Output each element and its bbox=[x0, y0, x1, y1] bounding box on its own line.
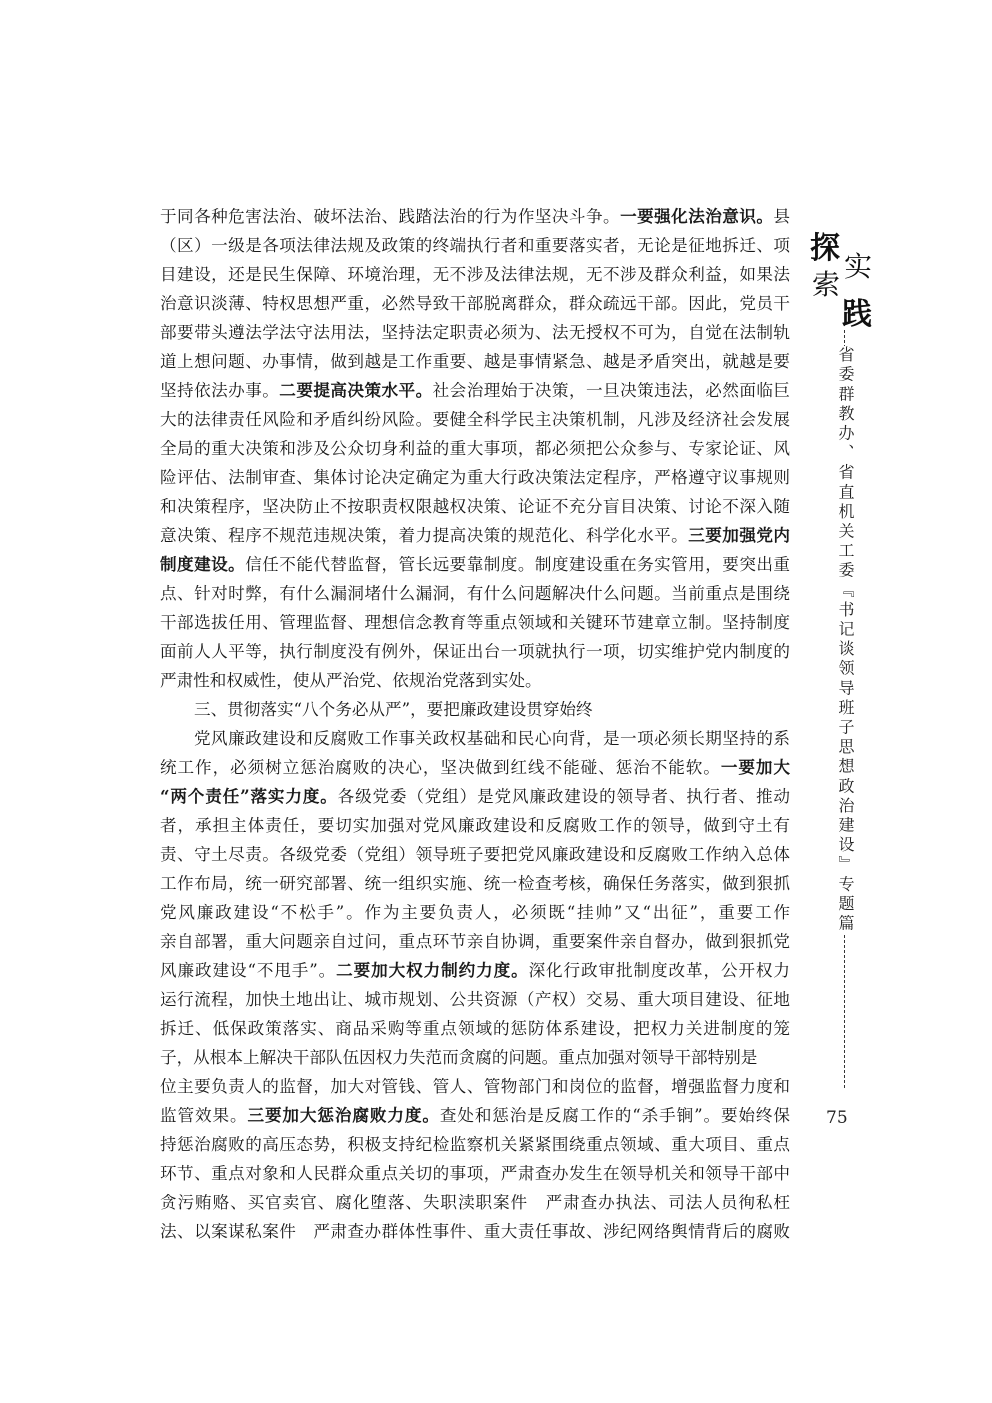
text-line: 全局的重大决策和涉及公众切身利益的重大事项，都必须把公众参与、专家论证、风 bbox=[160, 439, 790, 458]
page-number: 75 bbox=[826, 1108, 848, 1128]
text-line: 大的法律责任风险和矛盾纠纷风险。要健全科学民主决策机制，凡涉及经济社会发展 bbox=[160, 410, 790, 429]
svg-text:践: 践 bbox=[842, 297, 872, 332]
text-line: 部要带头遵法学法守法用法，坚持法定职责必须为、法无授权不可为，自觉在法制轨 bbox=[160, 323, 790, 342]
text-line: （区）一级是各项法律法规及政策的终端执行者和重要落实者，无论是征地拆迁、项 bbox=[160, 236, 790, 255]
text-line: 意决策、程序不规范违规决策，着力提高决策的规范化、科学化水平。三要加强党内 bbox=[160, 525, 790, 545]
text-line: 面前人人平等，执行制度没有例外，保证出台一项就执行一项，切实维护党内制度的 bbox=[160, 642, 790, 661]
text-line: 监管效果。三要加大惩治腐败力度。查处和惩治是反腐工作的“杀手锏”。要始终保 bbox=[160, 1105, 790, 1125]
svg-text:索: 索 bbox=[812, 268, 841, 301]
sidebar-title: 省委群教办、省直机关工委『书记谈领导班子思想政治建设』专题篇 bbox=[833, 346, 857, 934]
text-line: 位主要负责人的监督，加大对管钱、管人、管物部门和岗位的监督，增强监督力度和 bbox=[160, 1077, 790, 1096]
section-logo bbox=[808, 228, 880, 340]
text-line: 风廉政建设“不甩手”。二要加大权力制约力度。深化行政审批制度改革，公开权力 bbox=[160, 960, 790, 980]
svg-text:实: 实 bbox=[844, 250, 873, 283]
text-line: 和决策程序，坚决防止不按职责权限越权决策、论证不充分盲目决策、讨论不深入随 bbox=[160, 497, 790, 516]
text-line: 党风廉政建设和反腐败工作事关政权基础和民心向背，是一项必须长期坚持的系 bbox=[194, 729, 790, 748]
text-line: 制度建设。信任不能代替监督，管长远要靠制度。制度建设重在务实管用，要突出重 bbox=[160, 554, 790, 574]
text-line: 干部选拔任用、管理监督、理想信念教育等重点领域和关键环节建章立制。坚持制度 bbox=[160, 613, 790, 632]
text-line: 工作布局，统一研究部署、统一组织实施、统一检查考核，确保任务落实，做到狠抓 bbox=[160, 874, 790, 893]
text-line: 者，承担主体责任，要切实加强对党风廉政建设和反腐败工作的领导，做到守土有 bbox=[160, 816, 790, 835]
text-line: 责、守土尽责。各级党委（党组）领导班子要把党风廉政建设和反腐败工作纳入总体 bbox=[160, 845, 790, 864]
text-line: 亲自部署，重大问题亲自过问，重点环节亲自协调，重要案件亲自督办，做到狠抓党 bbox=[160, 932, 790, 951]
section-heading: 三、贯彻落实“八个务必从严”，要把廉政建设贯穿始终 bbox=[194, 700, 593, 719]
text-line: 拆迁、低保政策落实、商品采购等重点领域的惩防体系建设，把权力关进制度的笼 bbox=[160, 1019, 790, 1038]
text-line: 道上想问题、办事情，做到越是工作重要、越是事情紧急、越是矛盾突出，就越是要 bbox=[160, 352, 790, 371]
text-line: 子，从根本上解决干部队伍因权力失范而贪腐的问题。重点加强对领导干部特别是 bbox=[160, 1048, 758, 1067]
text-line: 运行流程，加快土地出让、城市规划、公共资源（产权）交易、重大项目建设、征地 bbox=[160, 990, 790, 1009]
text-line: 贪污贿赂、买官卖官、腐化堕落、失职渎职案件 严肃查办执法、司法人员徇私枉 bbox=[160, 1193, 790, 1212]
text-line: 治意识淡薄、特权思想严重，必然导致干部脱离群众，群众疏远干部。因此，党员干 bbox=[160, 294, 790, 313]
text-line: 环节、重点对象和人民群众重点关切的事项，严肃查办发生在领导机关和领导干部中 bbox=[160, 1164, 790, 1183]
text-line: 统工作，必须树立惩治腐败的决心，坚决做到红线不能碰、惩治不能软。一要加大 bbox=[160, 757, 790, 777]
text-line: 党风廉政建设“不松手”。作为主要负责人，必须既“挂帅”又“出征”，重要工作 bbox=[160, 903, 790, 922]
text-line: 严肃性和权威性，使从严治党、依规治党落到实处。 bbox=[160, 671, 542, 690]
text-line: “两个责任”落实力度。各级党委（党组）是党风廉政建设的领导者、执行者、推动 bbox=[160, 786, 790, 806]
text-line: 法、以案谋私案件 严肃查办群体性事件、重大责任事故、涉纪网络舆情背后的腐败 bbox=[160, 1222, 790, 1241]
text-line: 持惩治腐败的高压态势，积极支持纪检监察机关紧紧围绕重点领域、重大项目、重点 bbox=[160, 1135, 790, 1154]
text-line: 于同各种危害法治、破坏法治、践踏法治的行为作坚决斗争。一要强化法治意识。县 bbox=[160, 206, 790, 226]
svg-text:探: 探 bbox=[810, 231, 840, 266]
text-line: 点、针对时弊，有什么漏洞堵什么漏洞，有什么问题解决什么问题。当前重点是围绕 bbox=[160, 584, 790, 603]
text-line: 险评估、法制审查、集体讨论决定确定为重大行政决策法定程序，严格遵守议事规则 bbox=[160, 468, 790, 487]
text-line: 目建设，还是民生保障、环境治理，无不涉及法律法规，无不涉及群众利益，如果法 bbox=[160, 265, 790, 284]
text-line: 坚持依法办事。二要提高决策水平。社会治理始于决策，一旦决策违法，必然面临巨 bbox=[160, 380, 790, 400]
